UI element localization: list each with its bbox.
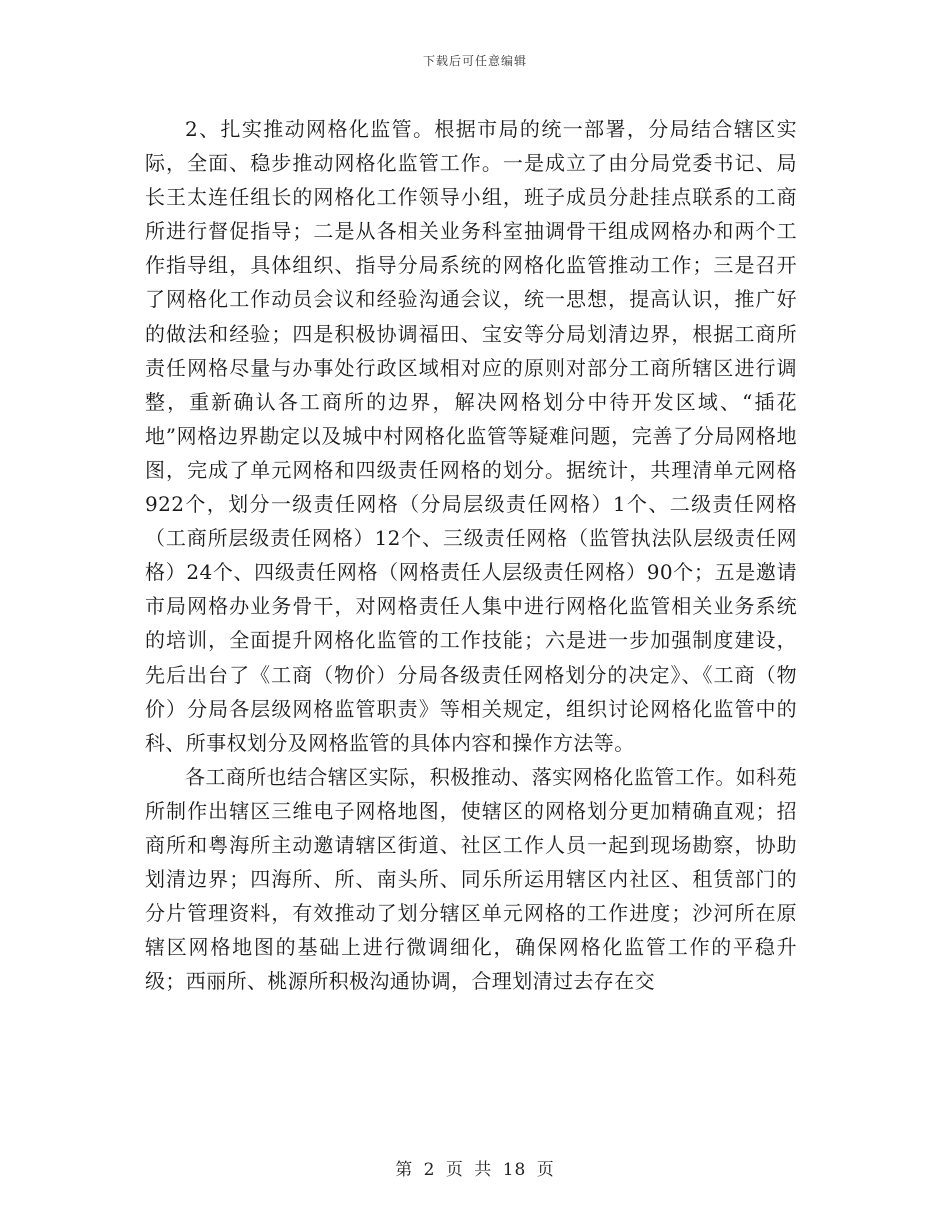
footer-total-label: 共 <box>474 1160 493 1180</box>
footer-total-pages: 18 <box>502 1160 527 1180</box>
footer-prefix: 第 <box>395 1160 414 1180</box>
page-footer <box>0 1155 950 1180</box>
paragraph-grid-supervision: 2、扎实推动网格化监管。根据市局的统一部署，分局结合辖区实际，全面、稳步推动网格化监管工作。一是成立了由分局党委书记、局长王太连任组长的网格化工作领导小组，班子成员分赴挂点联系的工商所进行督促指导；二是从各相关业务科室抽调骨干组成网格办和两个工作指导组，具体组织、指导分局系统的网格化监管推动工作；三是召开了网格化工作动员会议和经验沟通会议，统一思想，提高认识，推广好的做法和经验；四是积极协调福田、宝安等分局划清边界，根据工商所责任网格尽量与办事处行政区域相对应的原则对部分工商所辖区进行调整，重新确认各工商所的边界，解决网格划分中待开发区域、“插花地”网格边界勘定以及城中村网格化监管等疑难问题，完善了分局网格地图，完成了单元网格和四级责任网格的划分。据统计，共理清单元网格922个，划分一级责任网格（分局层级责任网格）1个、二级责任网格（工商所层级责任网格）12个、三级责任网格（监管执法队层级责任网格）24个、四级责任网格（网格责任人层级责任网格）90个；五是邀请市局网格办业务骨干，对网格责任人集中进行网格化监管相关业务系统的培训，全面提升网格化监管的工作技能；六是进一步加强制度建设，先后出台了《工商（物价）分局各级责任网格划分的决定》、《工商（物价）分局各层级网格监管职责》等相关规定，组织讨论网格化监管中的科、所事权划分及网格监管的具体内容和操作方法等。 <box>145 117 797 755</box>
footer-page-number: 2 <box>423 1160 436 1180</box>
footer-page-label: 页 <box>445 1160 464 1180</box>
document-body <box>145 112 797 998</box>
footer-suffix: 页 <box>536 1160 555 1180</box>
paragraph-industrial-offices: 各工商所也结合辖区实际，积极推动、落实网格化监管工作。如科苑所制作出辖区三维电子网格地图，使辖区的网格划分更加精确直观；招商所和粤海所主动邀请辖区街道、社区工作人员一起到现场勘察，协助划清边界；四海所、所、南头所、同乐所运用辖区内社区、租赁部门的分片管理资料，有效推动了划分辖区单元网格的工作进度；沙河所在原辖区网格地图的基础上进行微调细化，确保网格化监管工作的平稳升级；西丽所、桃源所积极沟通协调，合理划清过去存在交 <box>145 764 797 994</box>
page-header: 下载后可任意编辑 <box>422 54 527 68</box>
